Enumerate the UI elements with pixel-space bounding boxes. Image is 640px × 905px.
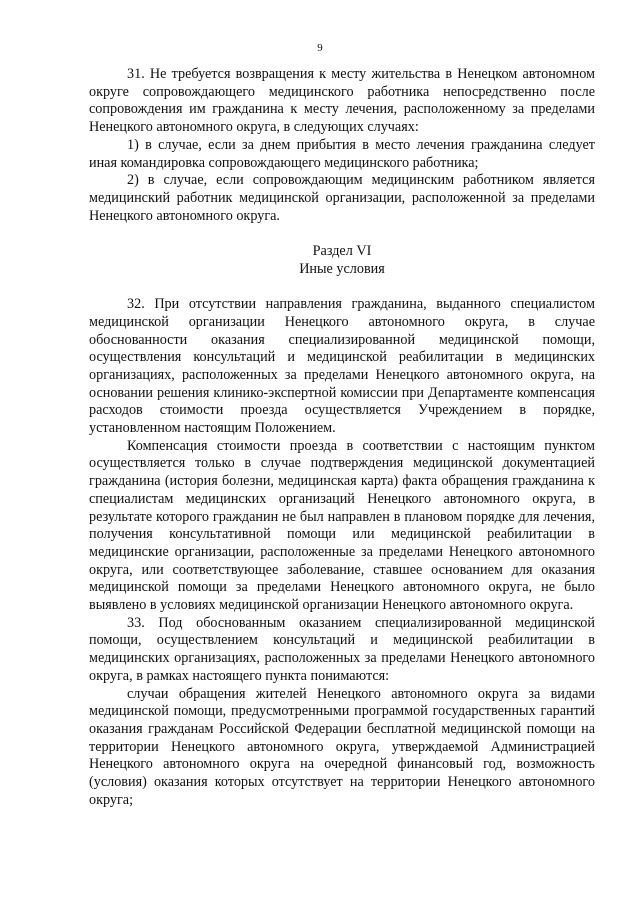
paragraph-31: 31. Не требуется возвращения к месту жительства в Ненецком автономном округе сопровождающего медицинского работника непосредственно после сопровождения им гражданина к месту лечения, расположенному за пределами Ненецкого автономного округа, в следующих случаях:: [89, 66, 595, 136]
paragraph-32-compensation: Компенсация стоимости проезда в соответствии с настоящим пунктом осуществляется только в случае подтверждения медицинской документацией гражданина (история болезни, медицинская карта) факта обращения гражданина к специалистам медицинских организаций Ненецкого автономного округа, в результате которого гражданин не был направлен в плановом порядке для лечения, получения консультативной помощи или медицинской реабилитации в медицинские организации, расположенные за пределами Ненецкого автономного округа, или соответствующее заболевание, ставшее основанием для оказания медицинской помощи за пределами Ненецкого автономного округа, не было выявлено в условиях медицинской организации Ненецкого автономного округа.: [89, 437, 595, 614]
page-number: 9: [317, 42, 323, 54]
paragraph-33-cases: случаи обращения жителей Ненецкого автономного округа за видами медицинской помощи, предусмотренными программой государственных гарантий оказания гражданам Российской Федерации бесплатной медицинской помощи на территории Ненецкого автономного округа, утверждаемой Администрацией Ненецкого автономного округа на очередной финансовый год, возможность (условия) оказания которых отсутствует на территории Ненецкого автономного округа;: [89, 685, 595, 808]
paragraph-33: 33. Под обоснованным оказанием специализированной медицинской помощи, осуществлением консультаций и медицинской реабилитации в медицинских организациях, расположенных за пределами Ненецкого автономного округа, в рамках настоящего пункта понимаются:: [89, 614, 595, 684]
section-label: Раздел VI: [312, 243, 372, 260]
paragraph-31-case-1: 1) в случае, если за днем прибытия в место лечения гражданина следует иная командировка сопровождающего медицинского работника;: [89, 136, 595, 171]
document-body: [89, 66, 595, 810]
paragraph-31-case-2: 2) в случае, если сопровождающим медицинским работником является медицинский работник медицинской организации, расположенной за пределами Ненецкого автономного округа.: [89, 172, 595, 224]
section-title: Иные условия: [299, 260, 385, 277]
paragraph-32: 32. При отсутствии направления гражданина, выданного специалистом медицинской организации Ненецкого автономного округа, в случае обоснованности оказания специализированной медицинской помощи, осуществления консультаций и медицинской реабилитации в медицинских организациях, расположенных за пределами Ненецкого автономного округа, на основании решения клинико-экспертной комиссии при Департаменте компенсация расходов стоимости проезда осуществляется Учреждением в порядке, установленном настоящим Положением.: [89, 296, 595, 437]
